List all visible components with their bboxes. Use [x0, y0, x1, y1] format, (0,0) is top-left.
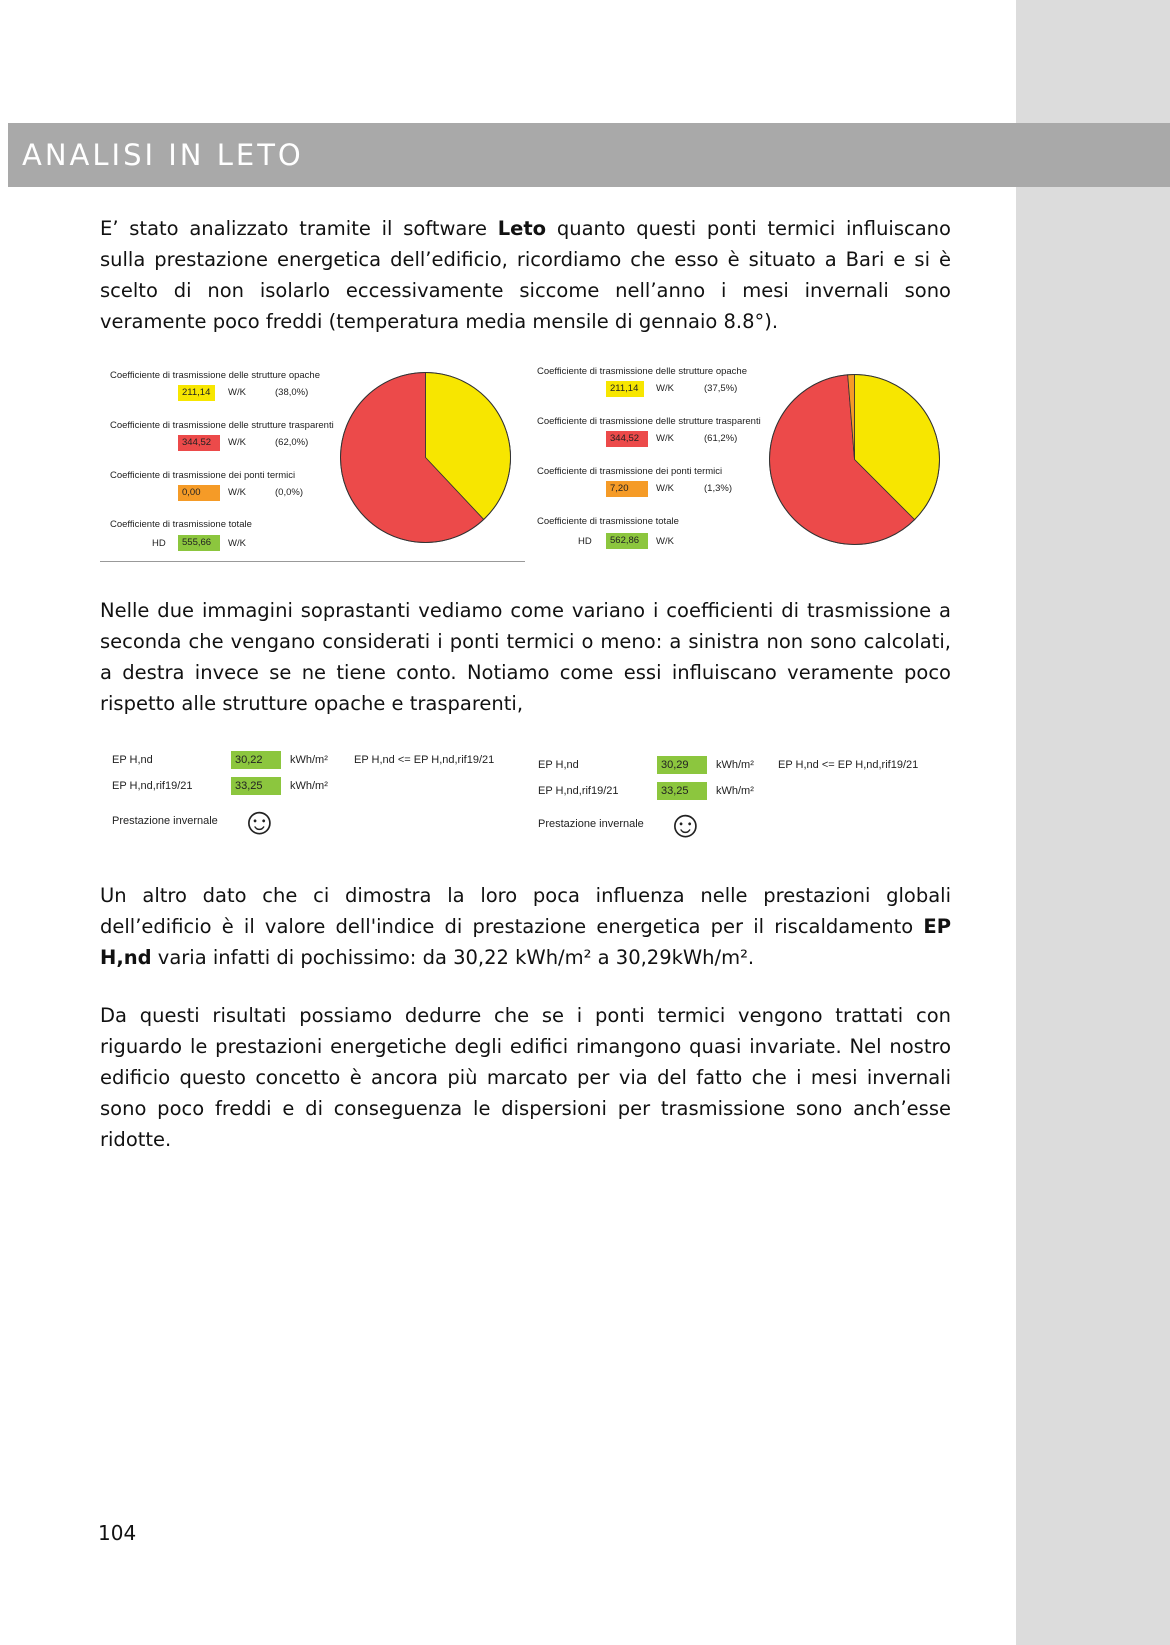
ep-unit: kWh/m²: [290, 754, 328, 766]
ep-limit-value: 33,25: [231, 777, 281, 795]
label-totale: Coefficiente di trasmissione totale: [110, 519, 252, 530]
label-opache: Coefficiente di trasmissione delle strutture opache: [110, 370, 320, 381]
ep-limit-label: EP H,nd,rif19/21: [112, 780, 193, 792]
paragraph-1-text-b: quanto questi ponti termici influiscano sulla prestazione energetica dell’edificio, ricordiamo che esso è situato a Bari e si è scelto di non isolarlo eccessivamente siccome nell’anno i mesi invernali sono veramente poco freddi (temperatura media mensile di gennaio 8.8°).: [100, 217, 951, 333]
smiley-icon: ☺: [666, 804, 705, 846]
ep-term: EP H,nd: [100, 915, 951, 969]
ep-limit-unit: kWh/m²: [290, 780, 328, 792]
unit-totale: W/K: [228, 538, 246, 549]
page-title: ANALISI IN LETO: [22, 138, 304, 172]
percent-opache: (38,0%): [275, 387, 309, 398]
ep-panel-right: [530, 753, 960, 853]
paragraph-3-text-a: Un altro dato che ci dimostra la loro poca influenza nelle prestazioni globali dell’edificio è il valore dell'indice di prestazione energetica per il riscaldamento: [100, 884, 951, 938]
pie-chart-left: [338, 370, 513, 545]
paragraph-4: Da questi risultati possiamo dedurre che se i ponti termici vengono trattati con riguardo le prestazioni energetiche degli edifici rimangono quasi invariate. Nel nostro edificio questo concetto è ancora più marcato per via del fatto che i mesi invernali sono poco freddi e di conseguenza le dispersioni per trasmissione sono anch’esse ridotte.: [100, 1004, 951, 1151]
paragraph-1-text-a: E’ stato analizzato tramite il software: [100, 217, 498, 240]
label-totale: Coefficiente di trasmissione totale: [537, 516, 679, 527]
paragraph-1: [100, 213, 951, 337]
label-ponti: Coefficiente di trasmissione dei ponti termici: [110, 470, 296, 481]
chart-panel-right: [534, 358, 964, 558]
percent-trasparenti: (62,0%): [275, 437, 309, 448]
percent-opache: (37,5%): [704, 383, 738, 394]
label-trasparenti: Coefficiente di trasmissione delle strutture trasparenti: [537, 416, 761, 427]
unit-opache: W/K: [228, 387, 246, 398]
value-trasparenti: 344,52: [178, 435, 220, 451]
header-bar: [8, 123, 1170, 187]
page-number: 104: [98, 1521, 137, 1545]
hd-label: HD: [578, 536, 592, 547]
value-opache: 211,14: [606, 381, 644, 397]
value-totale: 555,66: [178, 535, 220, 551]
ep-limit-value: 33,25: [657, 782, 707, 800]
smiley-icon: ☺: [240, 801, 279, 843]
hd-label: HD: [152, 538, 166, 549]
chart-panel-left: [100, 360, 525, 565]
percent-ponti: (1,3%): [704, 483, 732, 494]
ep-limit-label: EP H,nd,rif19/21: [538, 785, 619, 797]
label-opache: Coefficiente di trasmissione delle strutture opache: [537, 366, 747, 377]
software-name: Leto: [497, 217, 547, 240]
unit-opache: W/K: [656, 383, 674, 394]
ep-comparison: EP H,nd <= EP H,nd,rif19/21: [354, 754, 495, 766]
paragraph-3: [100, 880, 951, 973]
label-ponti: Coefficiente di trasmissione dei ponti termici: [537, 466, 723, 477]
ep-value: 30,29: [657, 756, 707, 774]
divider: [100, 561, 525, 562]
ep-limit-unit: kWh/m²: [716, 785, 754, 797]
ep-value: 30,22: [231, 751, 281, 769]
percent-trasparenti: (61,2%): [704, 433, 738, 444]
paragraph-3-text-b: varia infatti di pochissimo: da 30,22 kWh/m² a 30,29kWh/m².: [151, 946, 755, 969]
pie-chart-right: [767, 372, 942, 547]
unit-trasparenti: W/K: [228, 437, 246, 448]
value-opache: 211,14: [178, 385, 215, 401]
unit-ponti: W/K: [228, 487, 246, 498]
ep-label: EP H,nd: [538, 759, 579, 771]
prestazione-label: Prestazione invernale: [112, 815, 218, 827]
ep-unit: kWh/m²: [716, 759, 754, 771]
unit-ponti: W/K: [656, 483, 674, 494]
value-ponti: 7,20: [606, 481, 648, 497]
percent-ponti: (0,0%): [275, 487, 303, 498]
label-trasparenti: Coefficiente di trasmissione delle strutture trasparenti: [110, 420, 334, 431]
ep-label: EP H,nd: [112, 754, 153, 766]
unit-totale: W/K: [656, 536, 674, 547]
ep-comparison: EP H,nd <= EP H,nd,rif19/21: [778, 759, 919, 771]
value-ponti: 0,00: [178, 485, 220, 501]
unit-trasparenti: W/K: [656, 433, 674, 444]
prestazione-label: Prestazione invernale: [538, 818, 644, 830]
value-trasparenti: 344,52: [606, 431, 648, 447]
ep-panel-left: [100, 748, 520, 848]
side-band: [1016, 0, 1170, 1645]
value-totale: 562,86: [606, 533, 648, 549]
paragraph-2: Nelle due immagini soprastanti vediamo come variano i coefficienti di trasmissione a seconda che vengano considerati i ponti termici o meno: a sinistra non sono calcolati, a destra invece se ne tiene conto. Notiamo come essi influiscano veramente poco rispetto alle strutture opache e trasparenti,: [100, 599, 951, 715]
